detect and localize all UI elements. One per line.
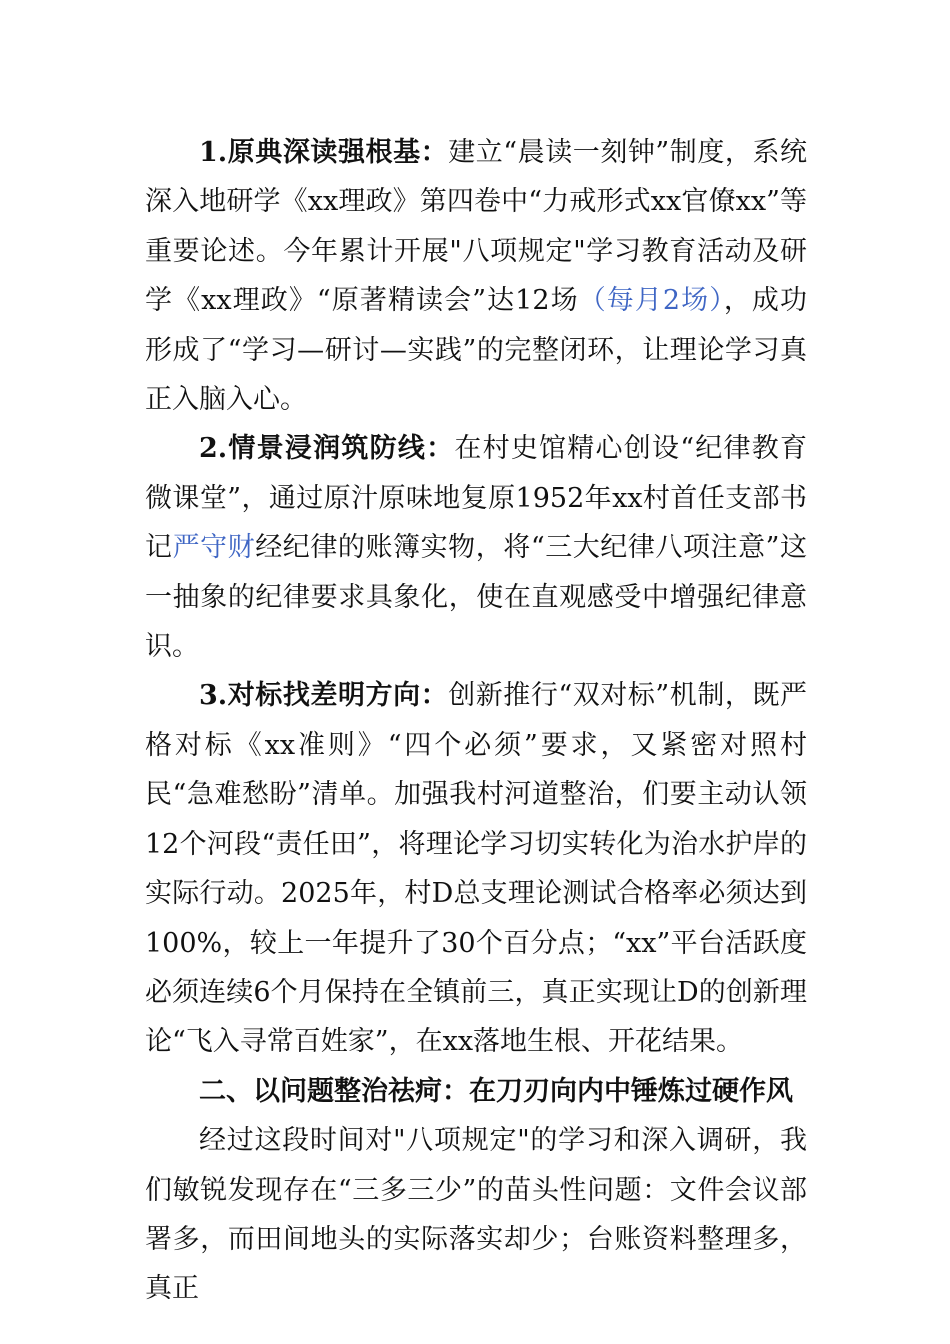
- paragraph-item-1: [145, 128, 807, 424]
- item-2-lead: 2.情景浸润筑防线：: [199, 433, 455, 465]
- item-2-text-end: 经纪律的账簿实物，将“三大纪律八项注意”这一抽象的纪律要求具象化，使在直观感受中增强纪律意识。: [145, 532, 808, 663]
- document-body: [145, 128, 807, 1314]
- item-3-lead: 3.对标找差明方向：: [199, 680, 449, 712]
- closing-paragraph: 经过这段时间对"八项规定"的学习和深入调研，我们敏锐发现存在“三多三少”的苗头性问题：文件会议部署多，而田间地头的实际落实却少；台账资料整理多，真正: [145, 1125, 807, 1305]
- item-1-text: 建立“晨读一刻钟”制度，系统深入地研学《xx理政》第四卷中“力戒形式xx官僚xx”等重要论述。今年累计开展"八项规定"学习教育活动及研学《xx理政》“原著精读会”达12场: [145, 137, 808, 317]
- paragraph-item-2: [145, 424, 807, 671]
- item-2-highlight: 严守财: [172, 532, 256, 564]
- item-2-text: 在村史馆精心创设“纪律教育微课堂”，通过原汁原味地复原1952年xx村首任支部书记: [145, 433, 808, 564]
- item-1-highlight: （每月2场）: [578, 285, 724, 317]
- item-3-text: 创新推行“双对标”机制，既严格对标《xx准则》“四个必须”要求，又紧密对照村民“急难愁盼”清单。加强我村河道整治，们要主动认领12个河段“责任田”，将理论学习切实转化为治水护岸的实际行动。2025年，村D总支理论测试合格率必须达到100%，较上一年提升了30个百分点；“xx”平台活跃度必须连续6个月保持在全镇前三，真正实现让D的创新理论“飞入寻常百姓家”，在xx落地生根、开花结果。: [145, 680, 808, 1058]
- item-1-text-end: ，成功形成了“学习—研讨—实践”的完整闭环，让理论学习真正入脑入心。: [145, 285, 808, 416]
- paragraph-item-3: [145, 671, 807, 1066]
- section-heading: 二、以问题整治祛疴：在刀刃向内中锤炼过硬作风: [199, 1075, 793, 1107]
- item-1-lead: 1.原典深读强根基：: [199, 137, 449, 168]
